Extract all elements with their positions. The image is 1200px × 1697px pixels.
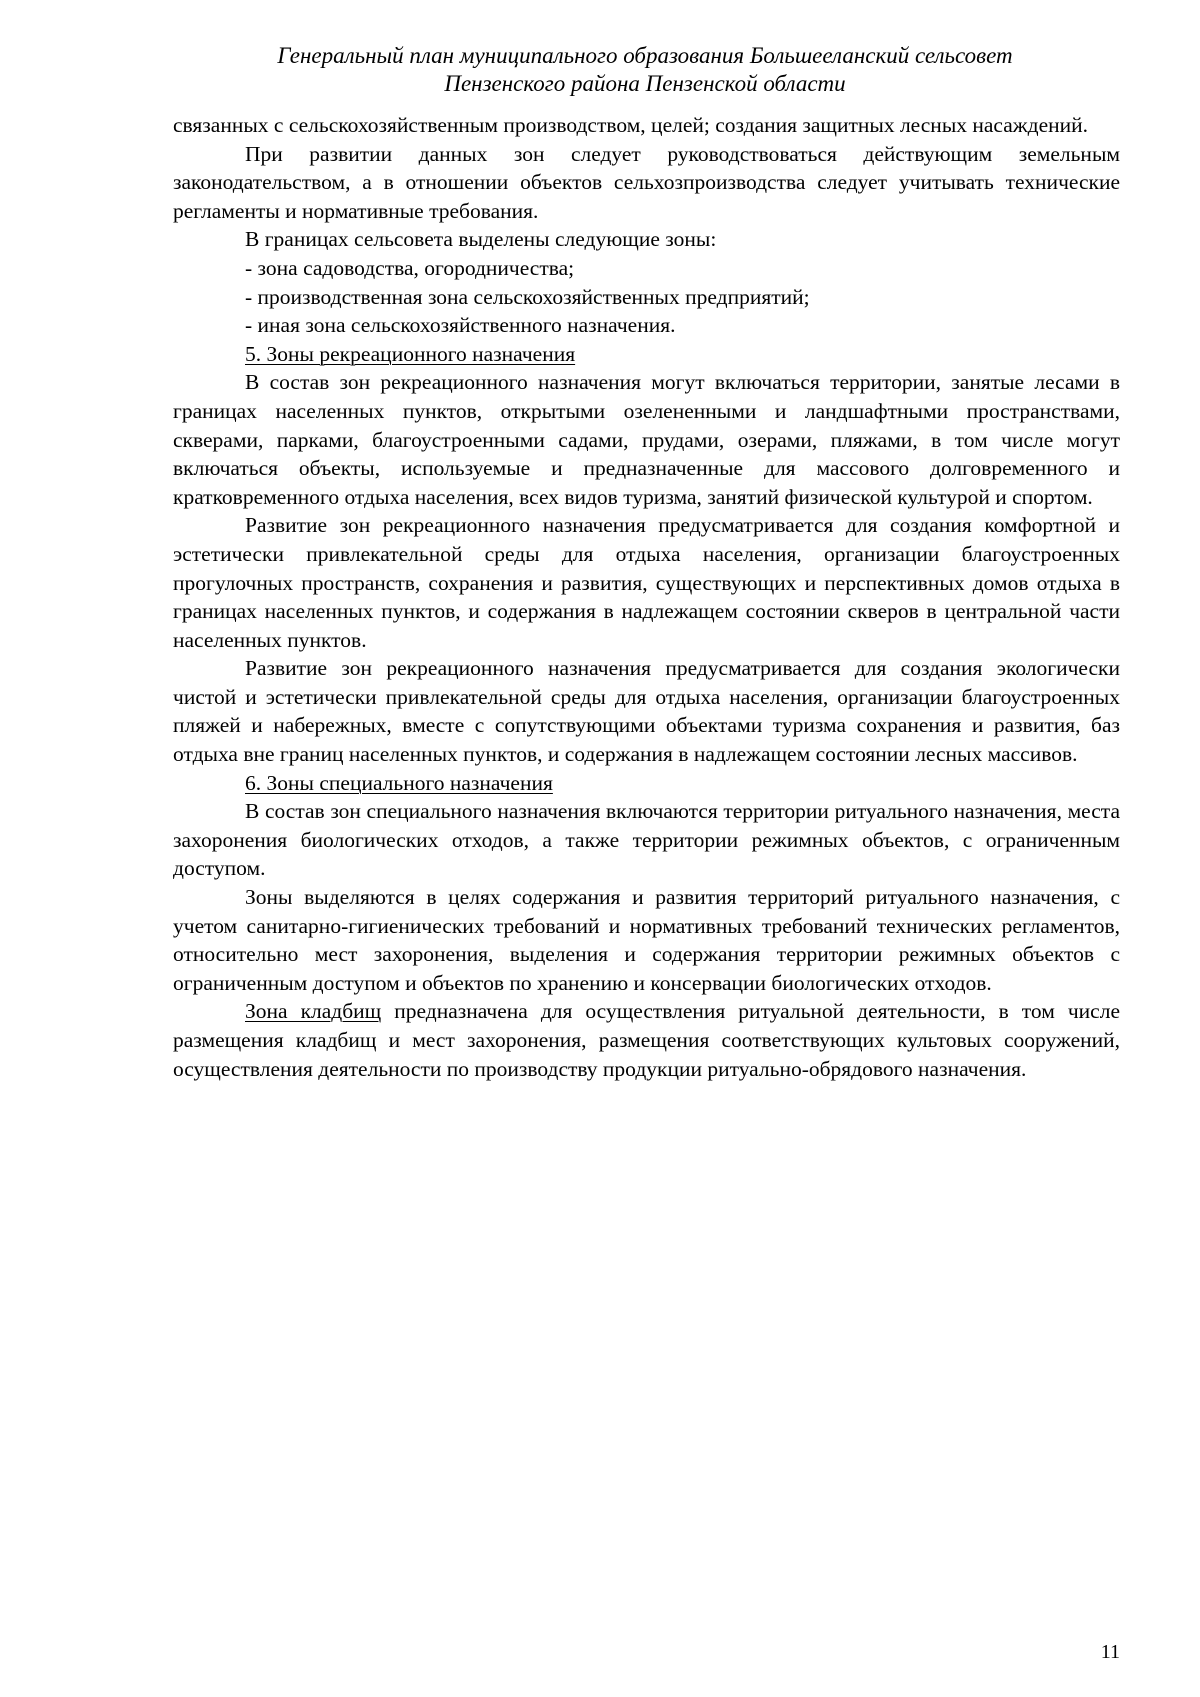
section-heading-5-text: 5. Зоны рекреационного назначения — [245, 341, 576, 366]
section-heading-6-text: 6. Зоны специального назначения — [245, 770, 553, 795]
cemetery-zone-term: Зона кладбищ — [245, 999, 382, 1024]
paragraph-special-purpose: Зоны выделяются в целях содержания и развития территорий ритуального назначения, с учетом санитарно-гигиенических требований и нормативных требований технических регламентов, относительно мест захоронения, выделения и содержания территории режимных объектов с ограниченным доступом и объектов по хранению и консервации биологических отходов. — [173, 885, 1120, 995]
paragraph-recreation-composition: В состав зон рекреационного назначения могут включаться территории, занятые лесами в границах населенных пунктов, открытыми озелененными и ландшафтными пространствами, скверами, парками, благоустроенными садами, прудами, озерами, пляжами, в том числе могут включаться объекты, используемые и предназначенные для массового долговременного и кратковременного отдыха населения, всех видов туризма, занятий физической культурой и спортом. — [173, 370, 1120, 509]
list-item: - иная зона сельскохозяйственного назначения. — [245, 313, 676, 338]
paragraph-zones-intro: В границах сельсовета выделены следующие зоны: — [245, 227, 717, 252]
page-number: 11 — [1100, 1641, 1120, 1663]
list-item: - зона садоводства, огородничества; — [245, 255, 575, 280]
paragraph-continued: связанных с сельскохозяйственным производством, целей; создания защитных лесных насаждений. — [173, 113, 1089, 137]
paragraph-recreation-development-2: Развитие зон рекреационного назначения предусматривается для создания экологически чистой и эстетически привлекательной среды для отдыха населения, организации благоустроенных пляжей и набережных, вместе с сопутствующими объектами туризма сохранения и развития, баз отдыха вне границ населенных пунктов, и содержания в надлежащем состоянии лесных массивов. — [173, 656, 1120, 767]
header-line-1: Генеральный план муниципального образования Большееланский сельсовет — [277, 43, 1013, 68]
paragraph-development: При развитии данных зон следует руководствоваться действующим земельным законодательством, а в отношении объектов сельхозпроизводства следует учитывать технические регламенты и нормативные требования. — [173, 141, 1120, 223]
running-header — [170, 42, 1120, 98]
header-line-2: Пензенского района Пензенской области — [444, 71, 846, 96]
section-heading-6 — [173, 769, 1120, 798]
paragraph-special-composition: В состав зон специального назначения включаются территории ритуального назначения, места захоронения биологических отходов, а также территории режимных объектов, с ограниченным доступом. — [173, 799, 1120, 881]
list-item: - производственная зона сельскохозяйственных предприятий; — [245, 284, 810, 309]
cemetery-zone-description: предназначена для осуществления ритуальной деятельности, в том числе размещения кладбищ и мест захоронения, размещения соответствующих культовых сооружений, осуществления деятельности по производству продукции ритуально-обрядового назначения. — [173, 999, 1120, 1081]
section-heading-5 — [173, 340, 1120, 369]
paragraph-cemetery-zone — [173, 997, 1120, 1083]
paragraph-recreation-development-1: Развитие зон рекреационного назначения предусматривается для создания комфортной и эстетически привлекательной среды для отдыха населения, организации благоустроенных прогулочных пространств, сохранения и развития, существующих и перспективных домов отдыха в границах населенных пунктов, и содержания в надлежащем состоянии скверов в центральной части населенных пунктов. — [173, 513, 1120, 652]
document-body — [173, 111, 1120, 1083]
